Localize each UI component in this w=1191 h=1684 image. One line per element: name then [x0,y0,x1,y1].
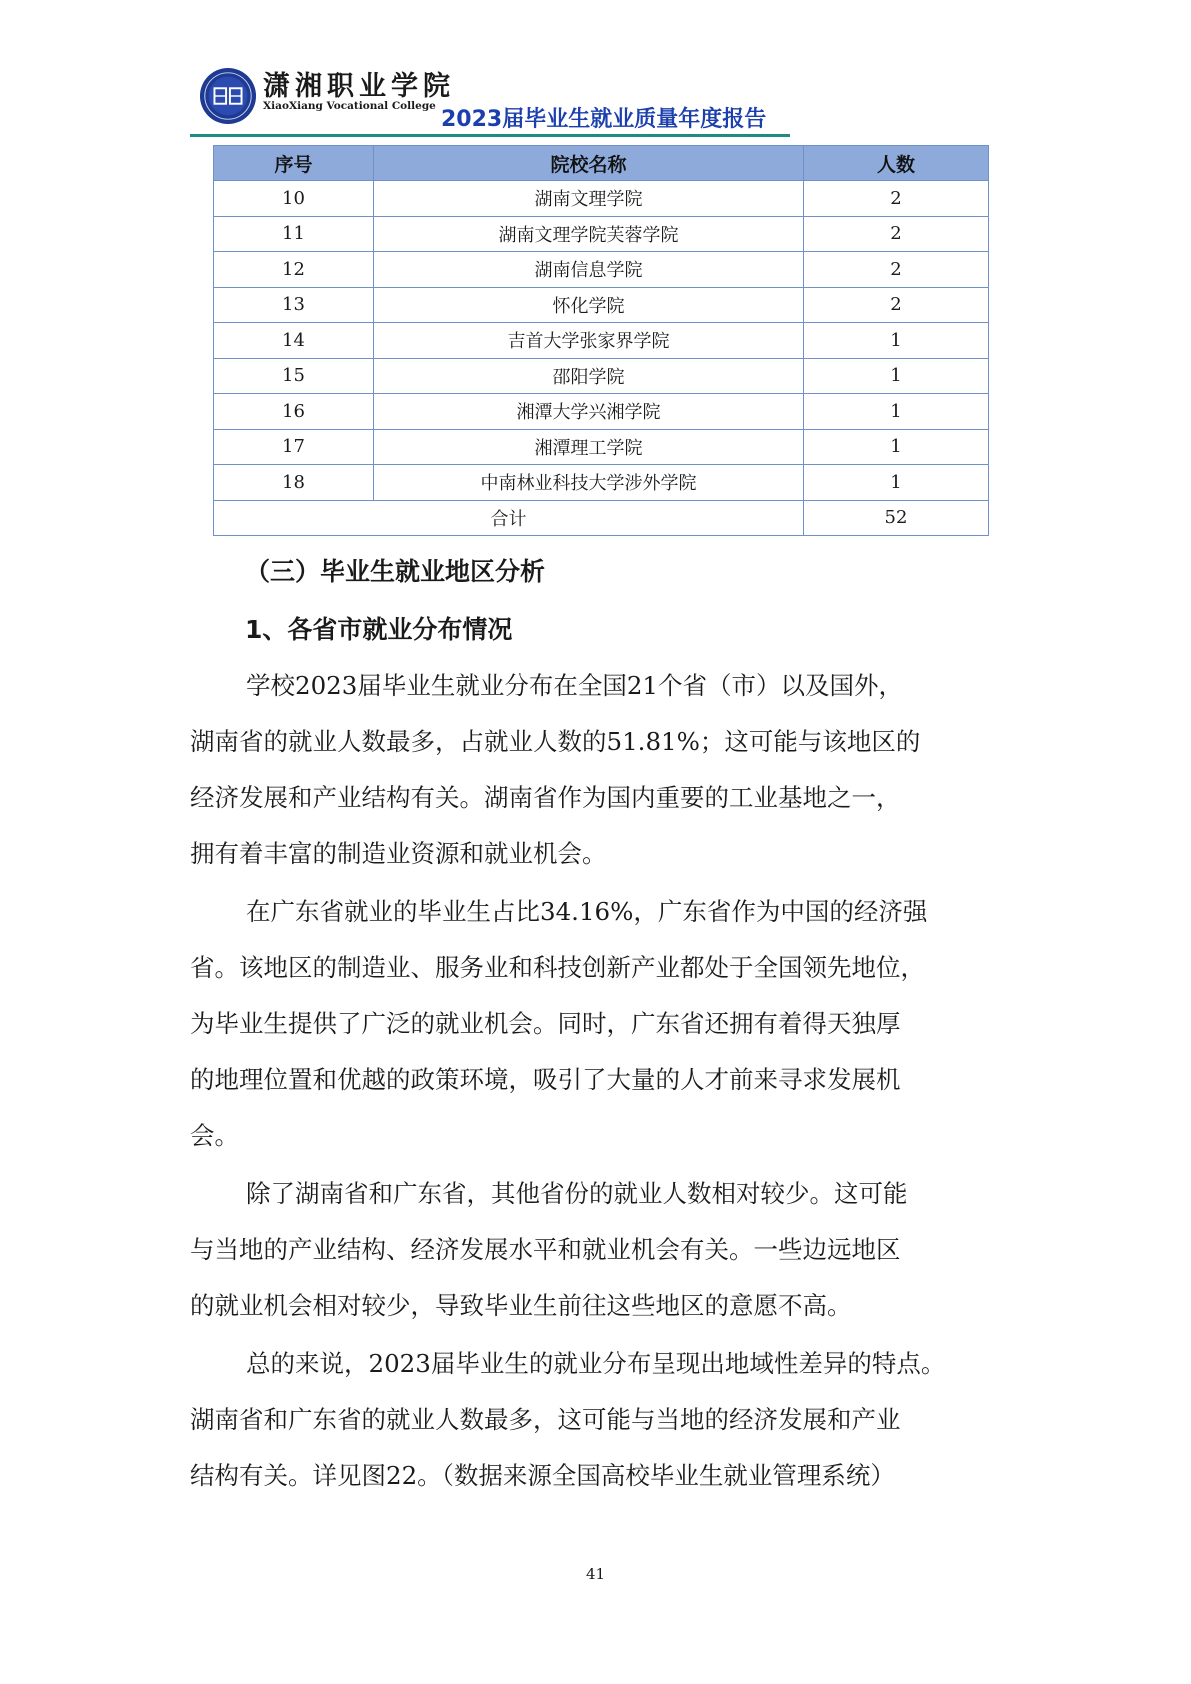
page-number: 41 [585,1565,606,1583]
cell-school: 湖南文理学院 [374,181,804,217]
college-logo [199,67,257,125]
cell-school: 吉首大学张家界学院 [374,323,804,359]
cell-school: 湖南信息学院 [374,252,804,288]
cell-count: 2 [804,252,989,288]
cell-school: 湘潭大学兴湘学院 [374,394,804,430]
total-label: 合计 [214,500,804,536]
report-title: 2023届毕业生就业质量年度报告 [441,107,767,132]
cell-index: 15 [214,358,374,394]
table-row [214,465,989,501]
schools-table [213,145,989,536]
cell-count: 1 [804,465,989,501]
cell-school: 中南林业科技大学涉外学院 [374,465,804,501]
paragraph-line: 湖南省和广东省的就业人数最多，这可能与当地的经济发展和产业 [190,1405,901,1434]
table-row [214,216,989,252]
cell-school: 湖南文理学院芙蓉学院 [374,216,804,252]
paragraph-line: 为毕业生提供了广泛的就业机会。同时，广东省还拥有着得天独厚 [190,1009,901,1038]
paragraph-line: 会。 [190,1121,239,1150]
total-value: 52 [804,500,989,536]
cell-index: 11 [214,216,374,252]
section-heading: （三）毕业生就业地区分析 [245,557,546,586]
cell-count: 1 [804,429,989,465]
table-row [214,323,989,359]
paragraph-line: 除了湖南省和广东省，其他省份的就业人数相对较少。这可能 [246,1179,908,1208]
col-header-count: 人数 [804,146,989,181]
paragraph-line: 的地理位置和优越的政策环境，吸引了大量的人才前来寻求发展机 [190,1065,901,1094]
paragraph-line: 省。该地区的制造业、服务业和科技创新产业都处于全国领先地位， [190,953,925,982]
table-row [214,252,989,288]
cell-index: 16 [214,394,374,430]
cell-index: 14 [214,323,374,359]
table-header-row [214,146,989,181]
cell-count: 1 [804,358,989,394]
paragraph-2 [190,884,1020,1164]
college-name-en: XiaoXiang Vocational College [263,100,436,112]
cell-index: 10 [214,181,374,217]
cell-index: 18 [214,465,374,501]
cell-school: 怀化学院 [374,287,804,323]
cell-school: 邵阳学院 [374,358,804,394]
college-name-cn: 潇湘职业学院 [263,71,455,102]
cell-index: 13 [214,287,374,323]
paragraph-1 [190,658,1020,882]
paragraph-line: 与当地的产业结构、经济发展水平和就业机会有关。一些边远地区 [190,1235,901,1264]
cell-school: 湘潭理工学院 [374,429,804,465]
table-row [214,394,989,430]
col-header-index: 序号 [214,146,374,181]
subsection-heading: 1、各省市就业分布情况 [245,615,513,644]
paragraph-line: 学校2023届毕业生就业分布在全国21个省（市）以及国外， [246,671,904,700]
cell-count: 1 [804,323,989,359]
cell-index: 17 [214,429,374,465]
paragraph-line: 总的来说，2023届毕业生的就业分布呈现出地域性差异的特点。 [246,1349,946,1378]
table-row [214,287,989,323]
table-total-row [214,500,989,536]
paragraph-line: 的就业机会相对较少，导致毕业生前往这些地区的意愿不高。 [190,1291,852,1320]
cell-count: 1 [804,394,989,430]
paragraph-4 [190,1336,1020,1504]
cell-count: 2 [804,287,989,323]
table-row [214,181,989,217]
table-row [214,429,989,465]
cell-count: 2 [804,216,989,252]
col-header-school: 院校名称 [374,146,804,181]
paragraph-line: 经济发展和产业结构有关。湖南省作为国内重要的工业基地之一， [190,783,901,812]
paragraph-line: 湖南省的就业人数最多，占就业人数的51.81%；这可能与该地区的 [190,727,921,756]
cell-index: 12 [214,252,374,288]
cell-count: 2 [804,181,989,217]
paragraph-3 [190,1166,1020,1334]
header-divider [190,134,790,137]
paragraph-line: 拥有着丰富的制造业资源和就业机会。 [190,839,607,868]
paragraph-line: 在广东省就业的毕业生占比34.16%，广东省作为中国的经济强 [246,897,928,926]
table-row [214,358,989,394]
paragraph-line: 结构有关。详见图22。（数据来源全国高校毕业生就业管理系统） [190,1461,895,1490]
